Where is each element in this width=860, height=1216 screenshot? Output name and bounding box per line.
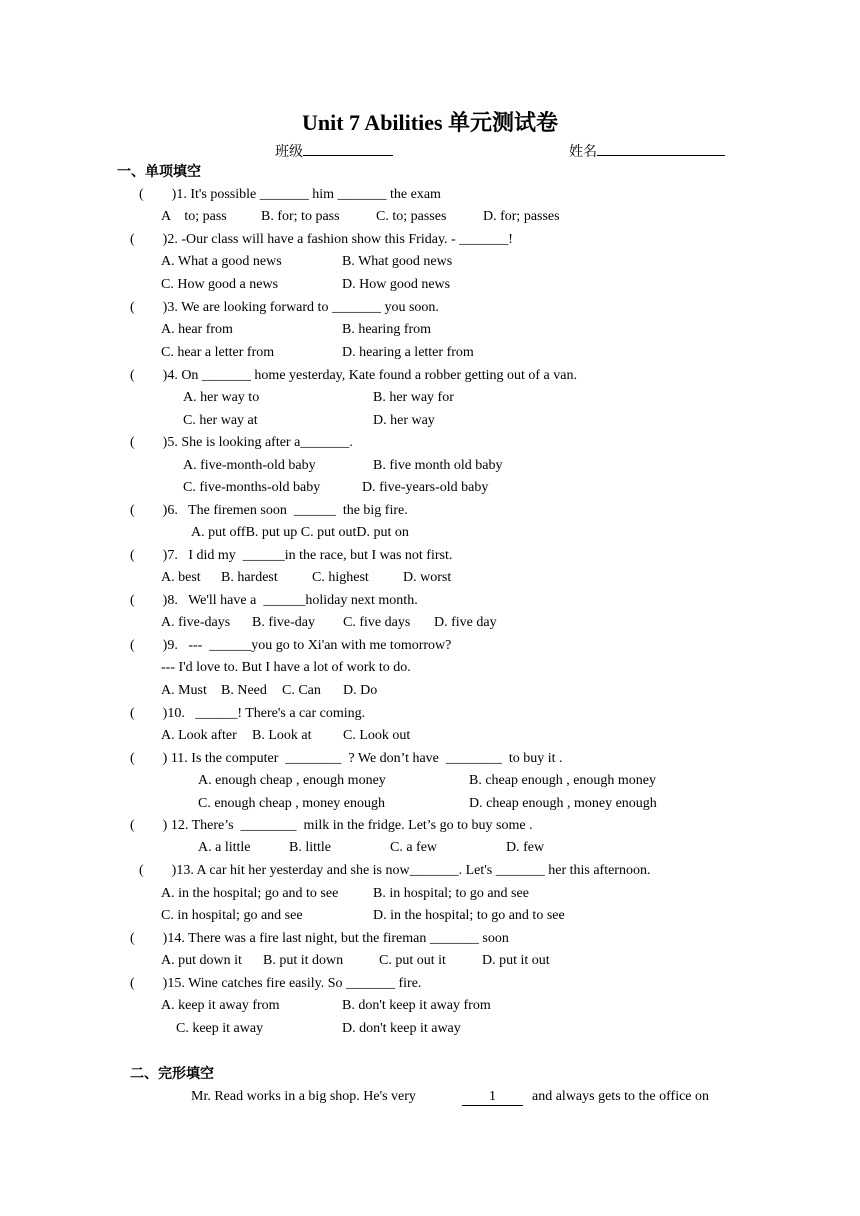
class-field (275, 141, 393, 162)
q8-option-c: C. five days (343, 615, 411, 630)
q6-options: A. put offB. put up C. put outD. put on (191, 525, 409, 540)
question-12-stem: ( ) 12. There’s ________ milk in the fridge. Let’s go to buy some . (130, 818, 533, 833)
q10-option-b: B. Look at (252, 728, 312, 743)
q1-option-c: C. to; passes (376, 209, 447, 224)
q12-option-b: B. little (289, 840, 331, 855)
section-1-title: 一、单项填空 (117, 164, 201, 180)
q15-option-b: B. don't keep it away from (342, 998, 491, 1013)
question-7-stem: ( )7. I did my ______in the race, but I was not first. (130, 548, 453, 563)
q8-option-d: D. five day (434, 615, 497, 630)
q4-option-c: C. her way at (183, 413, 258, 428)
q3-option-b: B. hearing from (342, 322, 432, 337)
section-2-title: 二、完形填空 (130, 1066, 214, 1082)
q2-option-b: B. What good news (342, 254, 453, 269)
q7-option-d: D. worst (403, 570, 452, 585)
q11-option-c: C. enough cheap , money enough (198, 796, 386, 811)
q3-option-a: A. hear from (161, 322, 233, 337)
q13-option-a: A. in the hospital; go and to see (161, 886, 339, 901)
q5-option-a: A. five-month-old baby (183, 458, 316, 473)
q12-option-a: A. a little (198, 840, 251, 855)
q9-option-d: D. Do (343, 683, 378, 698)
q5-option-d: D. five-years-old baby (362, 480, 489, 495)
q1-option-b: B. for; to pass (261, 209, 340, 224)
name-field (569, 141, 725, 162)
q13-option-c: C. in hospital; go and see (161, 908, 303, 923)
q4-option-d: D. her way (373, 413, 435, 428)
q2-option-d: D. How good news (342, 277, 451, 292)
q1-option-d: D. for; passes (483, 209, 560, 224)
passage-start: Mr. Read works in a big shop. He's very (191, 1089, 416, 1104)
q9-option-a: A. Must (161, 683, 207, 698)
q13-option-b: B. in hospital; to go and see (373, 886, 529, 901)
q14-option-a: A. put down it (161, 953, 242, 968)
q11-option-b: B. cheap enough , enough money (469, 773, 657, 788)
name-blank[interactable] (597, 141, 725, 156)
q11-option-a: A. enough cheap , enough money (198, 773, 386, 788)
question-11-stem: ( ) 11. Is the computer ________ ? We don’t have ________ to buy it . (130, 751, 563, 766)
q15-option-c: C. keep it away (176, 1021, 264, 1036)
q2-option-c: C. How good a news (161, 277, 279, 292)
question-9-stem: ( )9. --- ______you go to Xi'an with me tomorrow? (130, 638, 452, 653)
exam-title: Unit 7 Abilities 单元测试卷 (301, 110, 559, 135)
q5-option-c: C. five-months-old baby (183, 480, 321, 495)
q5-option-b: B. five month old baby (373, 458, 503, 473)
class-label: 班级 (275, 145, 303, 160)
question-13-stem: ( )13. A car hit her yesterday and she is now_______. Let's _______ her this afternoon. (139, 863, 651, 878)
passage-blank-number: 1 (489, 1089, 496, 1104)
passage-blank-1[interactable] (462, 1088, 523, 1106)
q14-option-b: B. put it down (263, 953, 344, 968)
q4-option-a: A. her way to (183, 390, 260, 405)
q9-option-b: B. Need (221, 683, 267, 698)
question-9-response: --- I'd love to. But I have a lot of work to do. (161, 660, 411, 675)
q7-option-a: A. best (161, 570, 201, 585)
q8-option-b: B. five-day (252, 615, 315, 630)
q7-option-b: B. hardest (221, 570, 278, 585)
question-14-stem: ( )14. There was a fire last night, but the fireman _______ soon (130, 931, 509, 946)
q8-option-a: A. five-days (161, 615, 231, 630)
name-label: 姓名 (569, 145, 597, 160)
question-5-stem: ( )5. She is looking after a_______. (130, 435, 353, 450)
question-6-stem: ( )6. The firemen soon ______ the big fire. (130, 503, 408, 518)
q3-option-c: C. hear a letter from (161, 345, 275, 360)
q4-option-b: B. her way for (373, 390, 454, 405)
question-15-stem: ( )15. Wine catches fire easily. So _______ fire. (130, 976, 422, 991)
q15-option-a: A. keep it away from (161, 998, 280, 1013)
question-1-stem: ( )1. It's possible _______ him _______ the exam (139, 187, 441, 202)
passage-end: and always gets to the office on (532, 1089, 710, 1104)
q7-option-c: C. highest (312, 570, 369, 585)
q14-option-c: C. put out it (379, 953, 446, 968)
q10-option-a: A. Look after (161, 728, 237, 743)
q3-option-d: D. hearing a letter from (342, 345, 474, 360)
q10-option-c: C. Look out (343, 728, 411, 743)
q11-option-d: D. cheap enough , money enough (469, 796, 657, 811)
question-3-stem: ( )3. We are looking forward to _______ you soon. (130, 300, 439, 315)
class-blank[interactable] (303, 141, 393, 156)
question-2-stem: ( )2. -Our class will have a fashion show this Friday. - _______! (130, 232, 513, 247)
q15-option-d: D. don't keep it away (342, 1021, 461, 1036)
q13-option-d: D. in the hospital; to go and to see (373, 908, 565, 923)
question-8-stem: ( )8. We'll have a ______holiday next month. (130, 593, 418, 608)
q1-option-a: A to; pass (161, 209, 227, 224)
q12-option-d: D. few (506, 840, 545, 855)
question-4-stem: ( )4. On _______ home yesterday, Kate found a robber getting out of a van. (130, 368, 577, 383)
q14-option-d: D. put it out (482, 953, 550, 968)
question-10-stem: ( )10. ______! There's a car coming. (130, 706, 366, 721)
q2-option-a: A. What a good news (161, 254, 282, 269)
q9-option-c: C. Can (282, 683, 321, 698)
q12-option-c: C. a few (390, 840, 438, 855)
